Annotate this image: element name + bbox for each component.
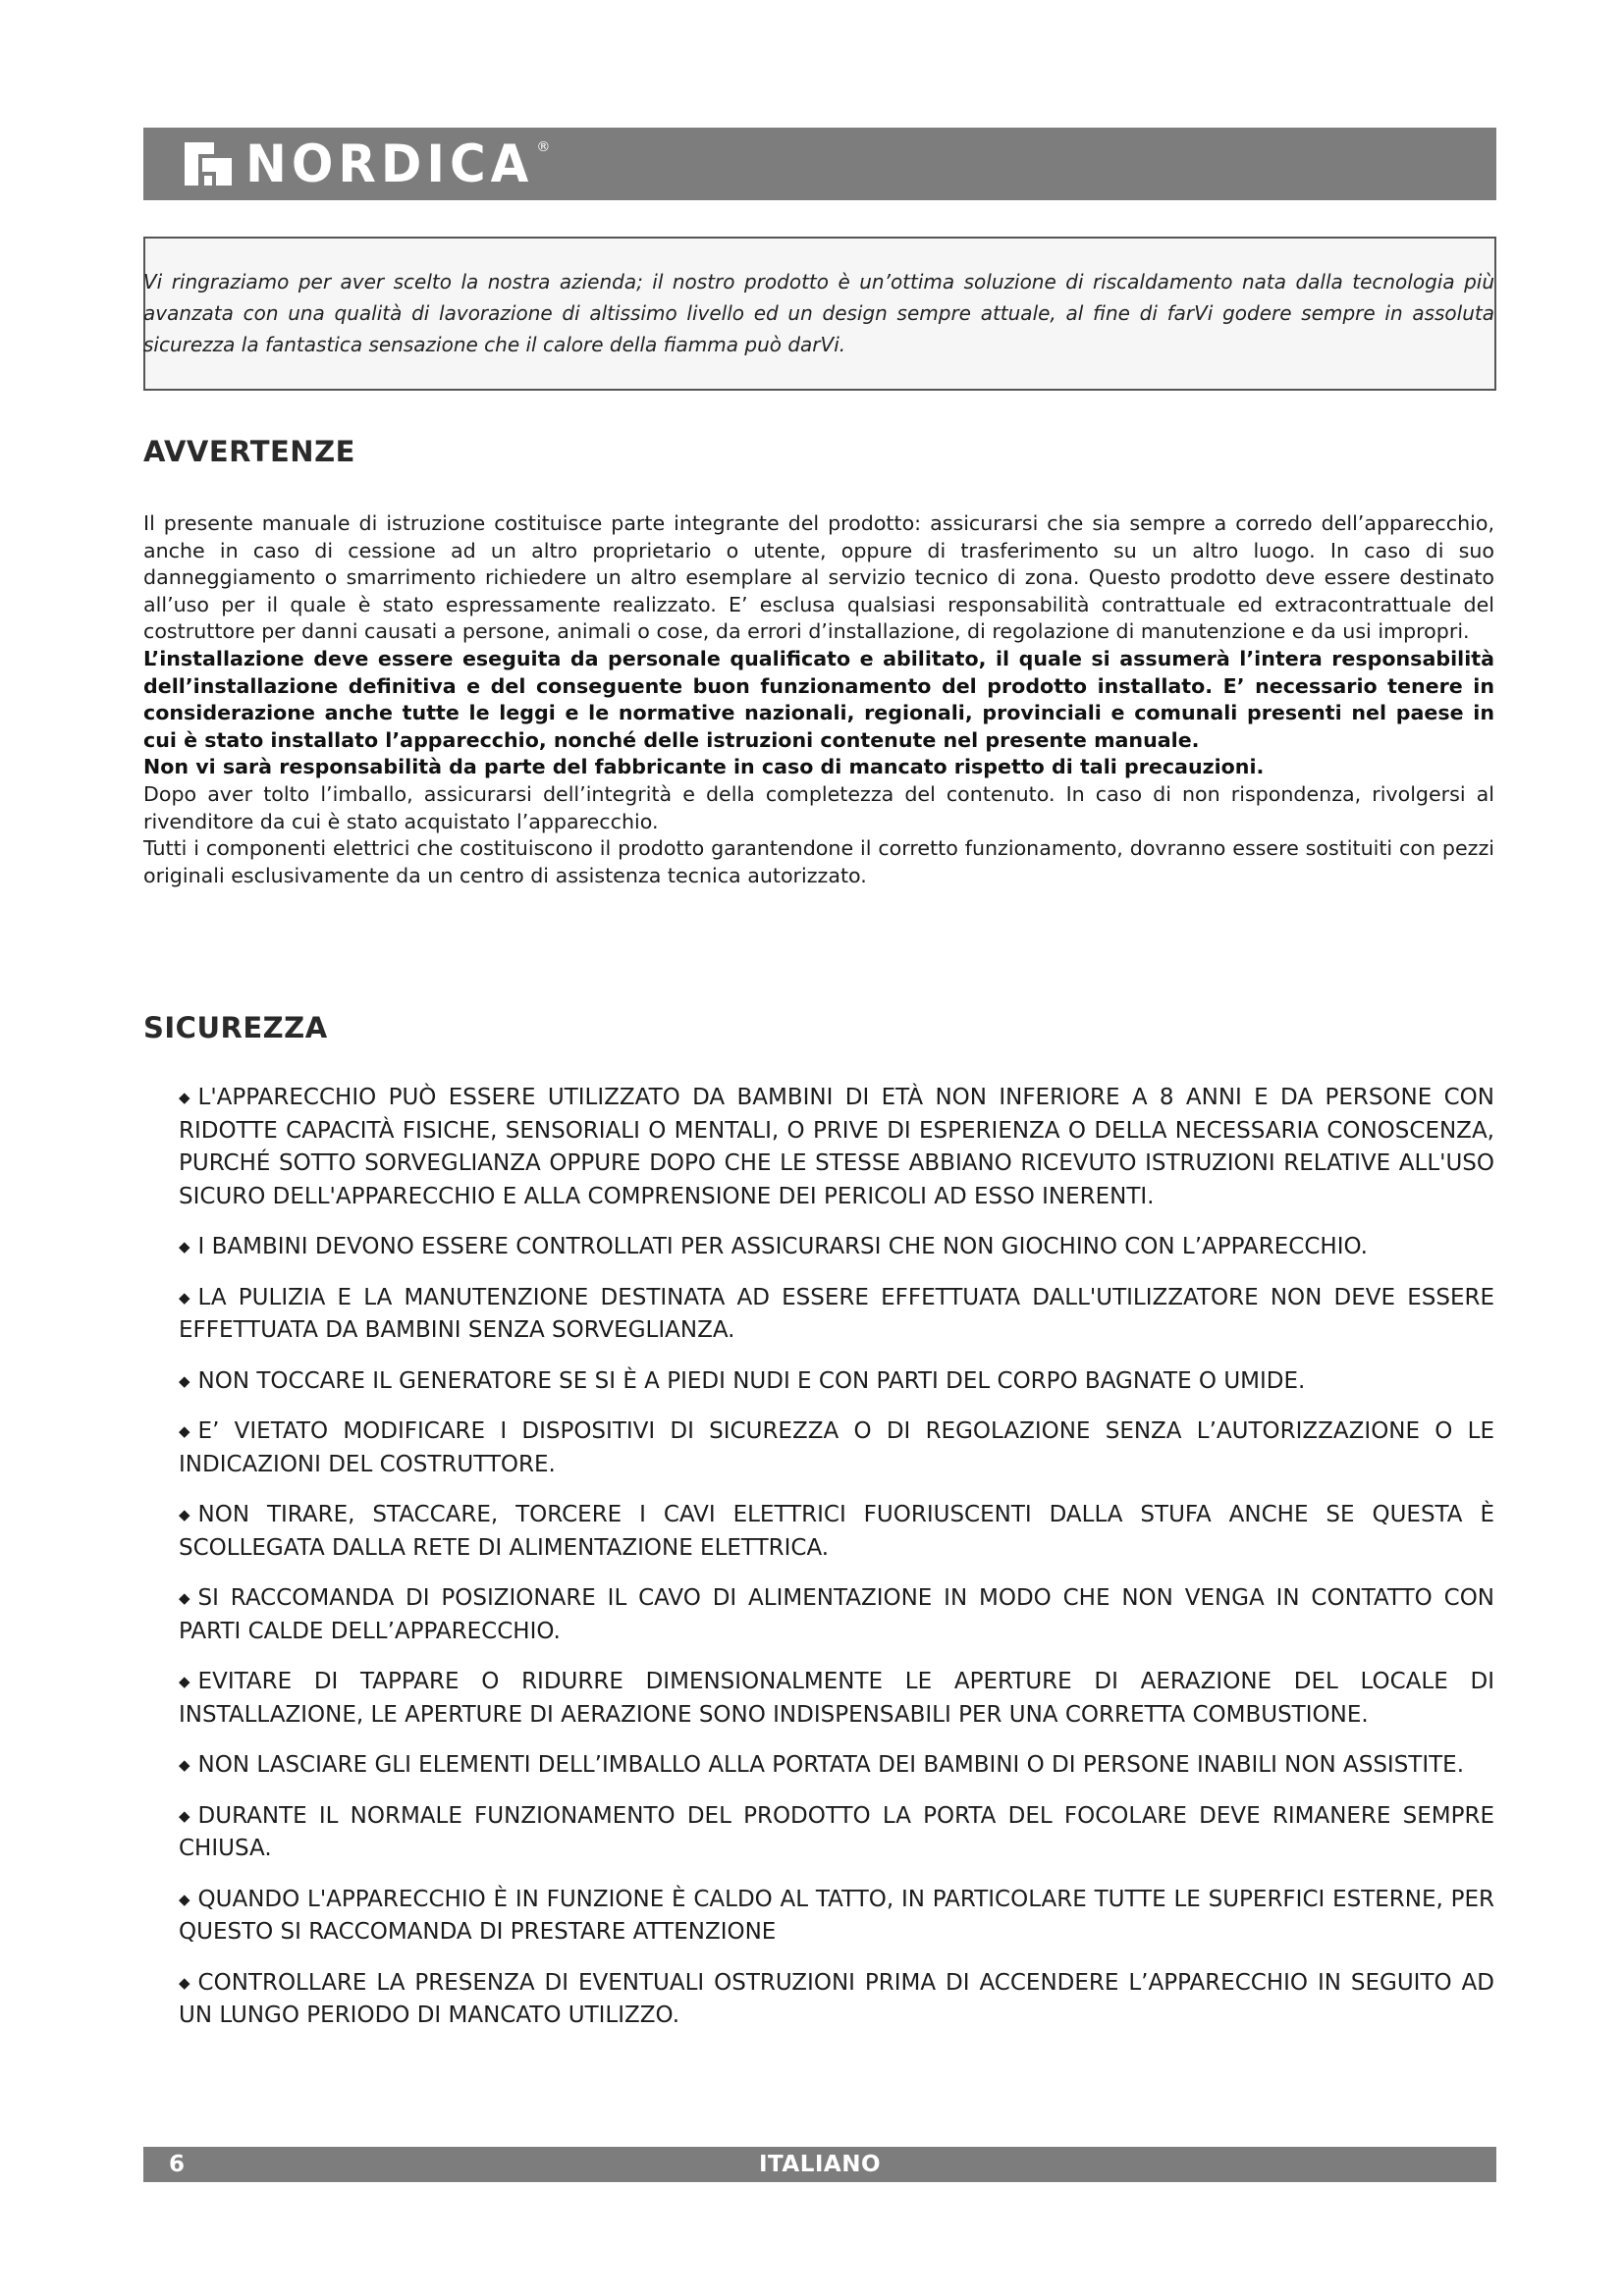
- brand-name: NORDICA: [245, 133, 534, 194]
- page-number: 6: [169, 2152, 186, 2177]
- safety-item: ◆ L'APPARECCHIO PUÒ ESSERE UTILIZZATO DA BAMBINI DI ETÀ NON INFERIORE A 8 ANNI E DA PERSONE CON RIDOTTE CAPACITÀ FISICHE, SENSORIALI O MENTALI, O PRIVE DI ESPERIENZA O DELLA NECESSARIA CONOSCENZA, PURCHÉ SOTTO SORVEGLIANZA OPPURE DOPO CHE LE STESSE ABBIANO RICEVUTO ISTRUZIONI RELATIVE ALL'USO SICURO DELL'APPARECCHIO E ALLA COMPRENSIONE DEI PERICOLI AD ESSO INERENTI.: [179, 1082, 1494, 1213]
- safety-item: ◆ QUANDO L'APPARECCHIO È IN FUNZIONE È CALDO AL TATTO, IN PARTICOLARE TUTTE LE SUPERFICI ESTERNE, PER QUESTO SI RACCOMANDA DI PRESTARE ATTENZIONE: [179, 1884, 1494, 1949]
- safety-item: ◆ NON TIRARE, STACCARE, TORCERE I CAVI ELETTRICI FUORIUSCENTI DALLA STUFA ANCHE SE QUESTA È SCOLLEGATA DALLA RETE DI ALIMENTAZIONE ELETTRICA.: [179, 1499, 1494, 1565]
- brand-logo: [143, 128, 550, 200]
- safety-item: ◆ LA PULIZIA E LA MANUTENZIONE DESTINATA AD ESSERE EFFETTUATA DALL'UTILIZZATORE NON DEVE ESSERE EFFETTUATA DA BAMBINI SENZA SORVEGLIANZA.: [179, 1282, 1494, 1348]
- diamond-bullet-icon: ◆: [179, 1371, 190, 1390]
- avvertenze-paragraph-installation: L’installazione deve essere eseguita da personale qualificato e abilitato, il quale si assumerà l’intera responsabilità dell’installazione definitiva e del conseguente buon funzionamento del prodotto installato. E’ necessario tenere in considerazione anche tutte le leggi e le normative nazionali, regionali, provinciali e comunali presenti nel paese in cui è stato installato l’apparecchio, nonché delle istruzioni contenute nel presente manuale.: [143, 646, 1494, 752]
- avvertenze-paragraph-1: Il presente manuale di istruzione costituisce parte integrante del prodotto: assicurarsi che sia sempre a corredo dell’apparecchio, anche in caso di cessione ad un altro proprietario o utente, oppure di trasferimento su un altro luogo. In caso di suo danneggiamento o smarrimento richiedere un altro esemplare al servizio tecnico di zona. Questo prodotto deve essere destinato all’uso per il quale è stato espressamente realizzato. E’ esclusa qualsiasi responsabilità contrattuale ed extracontrattuale del costruttore per danni causati a persone, animali o cose, da errori d’installazione, di regolazione di manutenzione e da usi impropri.: [143, 511, 1494, 644]
- intro-text: Vi ringraziamo per aver scelto la nostra azienda; il nostro prodotto è un’ottima soluzione di riscaldamento nata dalla tecnologia più avanzata con una qualità di lavorazione di altissimo livello ed un design sempre attuale, al fine di farVi godere sempre in assoluta sicurezza la fantastica sensazione che il calore della fiamma può darVi.: [143, 270, 1494, 356]
- safety-item: ◆ NON TOCCARE IL GENERATORE SE SI È A PIEDI NUDI E CON PARTI DEL CORPO BAGNATE O UMIDE.: [179, 1365, 1494, 1399]
- header-bar: [143, 128, 1496, 200]
- diamond-bullet-icon: ◆: [179, 1089, 190, 1106]
- section-title-sicurezza: SICUREZZA: [143, 1011, 328, 1044]
- footer-bar: [143, 2147, 1496, 2182]
- diamond-bullet-icon: ◆: [179, 1422, 190, 1440]
- diamond-bullet-icon: ◆: [179, 1506, 190, 1523]
- safety-item: ◆ I BAMBINI DEVONO ESSERE CONTROLLATI PER ASSICURARSI CHE NON GIOCHINO CON L’APPARECCHIO.: [179, 1231, 1494, 1264]
- safety-item: ◆ NON LASCIARE GLI ELEMENTI DELL’IMBALLO ALLA PORTATA DEI BAMBINI O DI PERSONE INABILI NON ASSISTITE.: [179, 1749, 1494, 1783]
- avvertenze-paragraph-responsibility: Non vi sarà responsabilità da parte del fabbricante in caso di mancato rispetto di tali precauzioni.: [143, 755, 1265, 779]
- avvertenze-paragraph-unpacking: Dopo aver tolto l’imballo, assicurarsi dell’integrità e della completezza del contenuto. In caso di non rispondenza, rivolgersi al rivenditore da cui è stato acquistato l’apparecchio.: [143, 781, 1494, 833]
- registered-trademark: ®: [536, 139, 551, 155]
- safety-item: ◆ E’ VIETATO MODIFICARE I DISPOSITIVI DI SICUREZZA O DI REGOLAZIONE SENZA L’AUTORIZZAZIONE O LE INDICAZIONI DEL COSTRUTTORE.: [179, 1415, 1494, 1481]
- diamond-bullet-icon: ◆: [179, 1973, 190, 1992]
- safety-list: [179, 1082, 1494, 2051]
- diamond-bullet-icon: ◆: [179, 1673, 190, 1690]
- safety-item: ◆ SI RACCOMANDA DI POSIZIONARE IL CAVO DI ALIMENTAZIONE IN MODO CHE NON VENGA IN CONTATTO CON PARTI CALDE DELL’APPARECCHIO.: [179, 1582, 1494, 1648]
- avvertenze-body: [143, 510, 1494, 889]
- safety-item: ◆ CONTROLLARE LA PRESENZA DI EVENTUALI OSTRUZIONI PRIMA DI ACCENDERE L’APPARECCHIO IN SEGUITO AD UN LUNGO PERIODO DI MANCATO UTILIZZO.: [179, 1967, 1494, 2033]
- la-nordica-logo-icon: [181, 136, 236, 191]
- safety-item: ◆ EVITARE DI TAPPARE O RIDURRE DIMENSIONALMENTE LE APERTURE DI AERAZIONE DEL LOCALE DI INSTALLAZIONE, LE APERTURE DI AERAZIONE SONO INDISPENSABILI PER UNA CORRETTA COMBUSTIONE.: [179, 1666, 1494, 1732]
- avvertenze-paragraph-electrical: Tutti i componenti elettrici che costituiscono il prodotto garantendone il corretto funzionamento, dovranno essere sostituiti con pezzi originali esclusivamente da un centro di assistenza tecnica autorizzato.: [143, 836, 1494, 887]
- diamond-bullet-icon: ◆: [179, 1890, 190, 1908]
- diamond-bullet-icon: ◆: [179, 1806, 190, 1825]
- diamond-bullet-icon: ◆: [179, 1589, 190, 1607]
- footer-language: ITALIANO: [758, 2152, 882, 2177]
- diamond-bullet-icon: ◆: [179, 1756, 190, 1774]
- safety-item: ◆ DURANTE IL NORMALE FUNZIONAMENTO DEL PRODOTTO LA PORTA DEL FOCOLARE DEVE RIMANERE SEMPRE CHIUSA.: [179, 1800, 1494, 1866]
- diamond-bullet-icon: ◆: [179, 1288, 190, 1307]
- diamond-bullet-icon: ◆: [179, 1238, 190, 1255]
- section-title-avvertenze: AVVERTENZE: [143, 435, 355, 468]
